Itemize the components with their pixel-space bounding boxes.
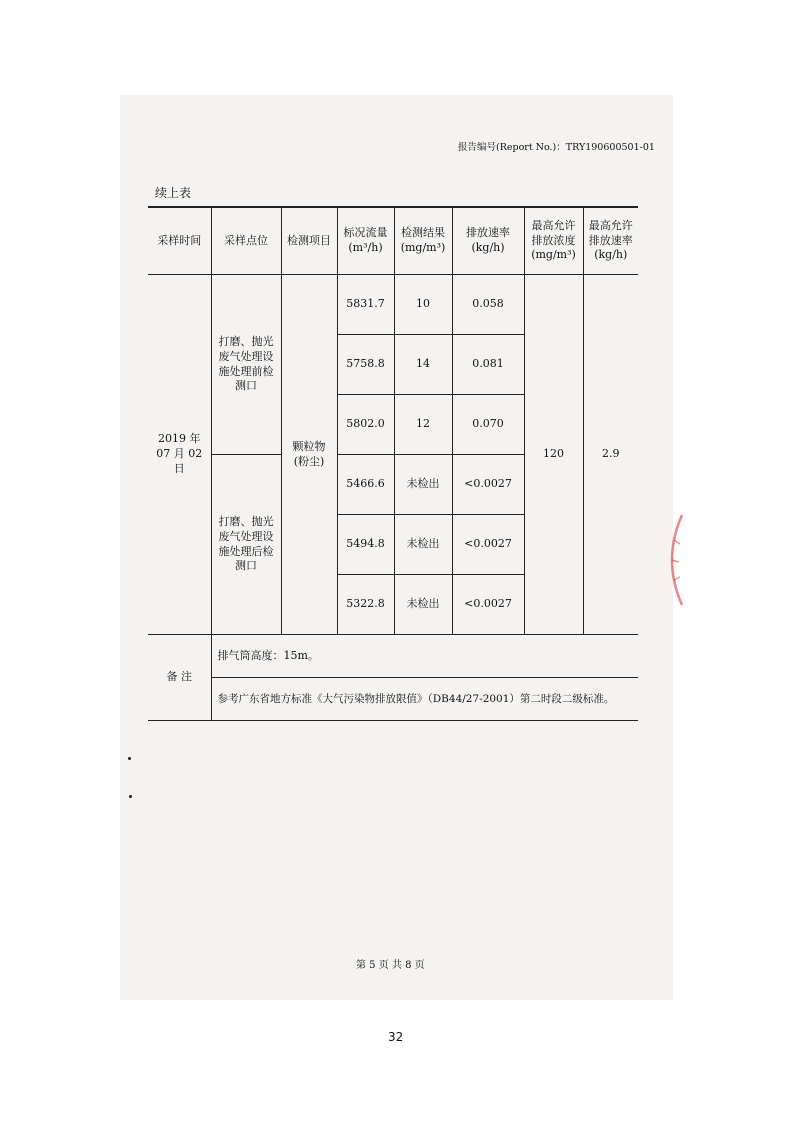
page-number: 32 — [388, 1030, 404, 1044]
result-cell: 未检出 — [394, 515, 452, 575]
continued-label: 续上表 — [155, 186, 192, 200]
rate-cell: <0.0027 — [452, 575, 524, 635]
header-max-concentration: 最高允许 排放浓度 (mg/m³) — [524, 207, 583, 275]
flow-cell: 5322.8 — [337, 575, 394, 635]
red-stamp-edge — [652, 510, 692, 610]
remark-standard: 参考广东省地方标准《大气污染物排放限值》（DB44/27-2001）第二时段二级标准。 — [211, 678, 638, 721]
rate-cell: 0.081 — [452, 335, 524, 395]
scan-speck — [128, 757, 131, 760]
flow-cell: 5831.7 — [337, 275, 394, 335]
result-cell: 14 — [394, 335, 452, 395]
header-result: 检测结果 (mg/m³) — [394, 207, 452, 275]
sampling-point-after: 打磨、抛光 废气处理设 施处理后检 测口 — [211, 455, 281, 635]
flow-cell: 5494.8 — [337, 515, 394, 575]
max-concentration: 120 — [524, 275, 583, 635]
page-footer: 第 5 页 共 8 页 — [356, 960, 425, 971]
scan-speck — [129, 795, 132, 798]
sampling-date: 2019 年 07 月 02 日 — [148, 275, 211, 635]
result-cell: 12 — [394, 395, 452, 455]
max-rate: 2.9 — [583, 275, 638, 635]
flow-cell: 5466.6 — [337, 455, 394, 515]
rate-cell: 0.070 — [452, 395, 524, 455]
header-sampling-point: 采样点位 — [211, 207, 281, 275]
result-cell: 未检出 — [394, 575, 452, 635]
header-test-item: 检测项目 — [281, 207, 337, 275]
rate-cell: <0.0027 — [452, 455, 524, 515]
remark-stack-height: 排气筒高度：15m。 — [211, 635, 638, 678]
remarks-label: 备 注 — [148, 635, 211, 721]
result-cell: 未检出 — [394, 455, 452, 515]
header-max-rate: 最高允许 排放速率 (kg/h) — [583, 207, 638, 275]
result-cell: 10 — [394, 275, 452, 335]
header-flow: 标况流量 (m³/h) — [337, 207, 394, 275]
sampling-point-before: 打磨、抛光 废气处理设 施处理前检 测口 — [211, 275, 281, 455]
rate-cell: <0.0027 — [452, 515, 524, 575]
flow-cell: 5758.8 — [337, 335, 394, 395]
header-sampling-time: 采样时间 — [148, 207, 211, 275]
report-number: 报告编号(Report No.)：TRY190600501-01 — [458, 142, 655, 153]
test-item: 颗粒物 (粉尘) — [281, 275, 337, 635]
test-results-table — [148, 206, 638, 721]
flow-cell: 5802.0 — [337, 395, 394, 455]
header-rate: 排放速率 (kg/h) — [452, 207, 524, 275]
rate-cell: 0.058 — [452, 275, 524, 335]
